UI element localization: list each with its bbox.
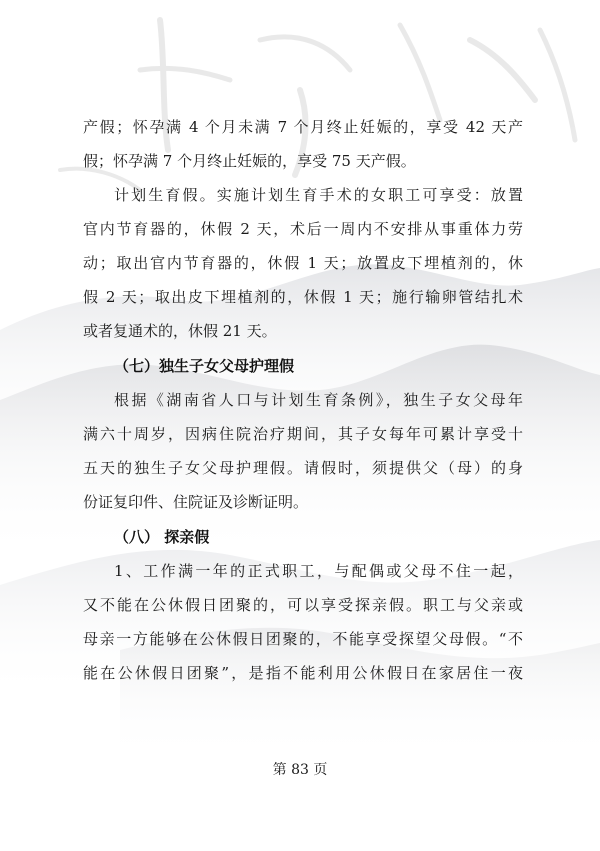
body-line: 产假；怀孕满 4 个月未满 7 个月终止妊娠的，享受 42 天产 bbox=[83, 118, 523, 136]
body-line: 假；怀孕满 7 个月终止妊娠的，享受 75 天产假。 bbox=[83, 152, 416, 170]
body-line: 母亲一方能够在公休假日团聚的，不能享受探望父母假。“不 bbox=[83, 630, 523, 648]
body-line: 份证复印件、住院证及诊断证明。 bbox=[83, 493, 309, 511]
body-line: 官内节育器的，休假 2 天，术后一周内不安排从事重体力劳 bbox=[83, 220, 523, 238]
body-line: 或者复通术的，休假 21 天。 bbox=[83, 322, 277, 340]
body-line: 五天的独生子女父母护理假。请假时，须提供父（母）的身 bbox=[83, 459, 523, 477]
paragraph-first-line: 计划生育假。实施计划生育手术的女职工可享受：放置 bbox=[114, 186, 523, 204]
body-line: 动；取出官内节育器的，休假 1 天；放置皮下埋植剂的，休 bbox=[83, 254, 523, 272]
paragraph-first-line: 根据《湖南省人口与计划生育条例》，独生子女父母年 bbox=[114, 391, 523, 409]
body-line: 能在公休假日团聚”，是指不能利用公休假日在家居住一夜 bbox=[83, 664, 523, 682]
page-number: 第 83 页 bbox=[272, 762, 328, 778]
section-heading: （七）独生子女父母护理假 bbox=[114, 357, 295, 375]
body-line: 又不能在公休假日团聚的，可以享受探亲假。职工与父亲或 bbox=[83, 596, 523, 614]
paragraph-first-line: 1、工作满一年的正式职工，与配偶或父母不住一起， bbox=[114, 562, 523, 580]
section-heading: （八） 探亲假 bbox=[114, 528, 210, 546]
body-line: 假 2 天；取出皮下埋植剂的，休假 1 天；施行输卵管结扎术 bbox=[83, 288, 523, 306]
body-line: 满六十周岁，因病住院治疗期间，其子女每年可累计享受十 bbox=[83, 425, 523, 443]
